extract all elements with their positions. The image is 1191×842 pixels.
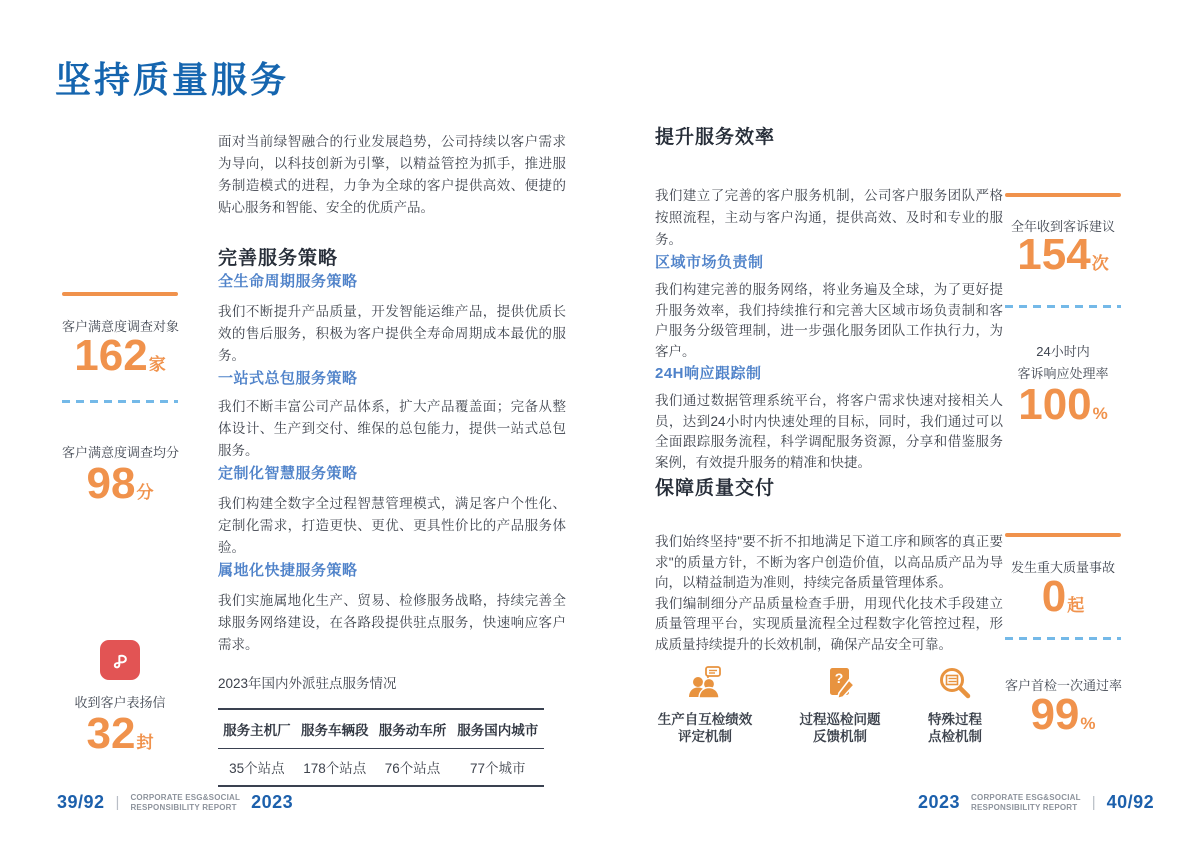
stat-label: 客诉响应处理率 bbox=[1017, 366, 1109, 381]
subheading-localized: 属地化快捷服务策略 bbox=[218, 562, 358, 579]
paragraph-localized: 我们实施属地化生产、贸易、检修服务战略，持续完善全球服务网络建设，在各路段提供驻点服务，快速响应客户需求。 bbox=[218, 593, 566, 652]
stat-value bbox=[62, 459, 178, 515]
section-heading-quality-delivery: 保障质量交付 bbox=[655, 478, 776, 499]
stat-value bbox=[62, 709, 178, 765]
mechanism-self-inspection bbox=[630, 665, 780, 745]
subheading-lifecycle: 全生命周期服务策略 bbox=[218, 273, 358, 290]
stat-label: 发生重大质量事故 bbox=[1010, 560, 1115, 575]
footer-separator: | bbox=[115, 794, 120, 811]
section-heading-efficiency: 提升服务效率 bbox=[655, 127, 776, 148]
mechanism-label-line2: 点检机制 bbox=[928, 729, 982, 744]
stat-label: 24小时内 bbox=[1036, 344, 1090, 359]
stat-value bbox=[1005, 572, 1121, 628]
service-stations-table bbox=[218, 708, 544, 787]
paragraph-quality-platform: 我们编制细分产品质量检查手册，用现代化技术手段建立质量管理平台，实现质量流程全过程数字化管控过程，形成质量持续提升的长效机制，确保产品安全可靠。 bbox=[655, 595, 1003, 652]
stat-label: 全年收到客诉建议 bbox=[1010, 219, 1115, 234]
dashed-divider bbox=[1005, 305, 1121, 308]
report-year: 2023 bbox=[918, 792, 961, 812]
stat-label: 客户满意度调查均分 bbox=[62, 445, 180, 460]
stat-number: 32 bbox=[86, 709, 136, 758]
stat-value bbox=[1005, 380, 1121, 436]
dashed-divider bbox=[1005, 637, 1121, 640]
subheading-one-stop: 一站式总包服务策略 bbox=[218, 370, 358, 387]
subheading-regional: 区域市场负责制 bbox=[655, 254, 764, 271]
report-name-line1: CORPORATE ESG&SOCIAL bbox=[130, 793, 241, 802]
stat-label: 收到客户表扬信 bbox=[74, 695, 166, 710]
footer-left bbox=[57, 792, 293, 813]
report-name bbox=[130, 793, 240, 812]
dashed-divider bbox=[62, 400, 178, 403]
stat-label: 客户首检一次通过率 bbox=[1005, 678, 1123, 693]
mechanism-label-line1: 过程巡检问题 bbox=[799, 712, 881, 727]
stat-value bbox=[1005, 690, 1121, 746]
people-discussion-icon bbox=[630, 665, 780, 705]
orange-rule bbox=[1005, 533, 1121, 537]
svg-text:?: ? bbox=[834, 670, 844, 686]
stat-label: 客户满意度调查对象 bbox=[62, 319, 180, 334]
table-header: 服务动车所 bbox=[374, 709, 452, 749]
paragraph-efficiency-intro: 我们建立了完善的客户服务机制，公司客户服务团队严格按照流程，主动与客户沟通，提供高效、及时和专业的服务。 bbox=[655, 188, 1003, 247]
mechanism-label-line2: 反馈机制 bbox=[813, 729, 867, 744]
table-cell: 77个城市 bbox=[469, 761, 526, 776]
section-heading-service-strategy: 完善服务策略 bbox=[218, 248, 339, 269]
praise-letter-icon bbox=[100, 640, 140, 680]
paragraph-one-stop: 我们不断丰富公司产品体系，扩大产品覆盖面；完备从整体设计、生产到交付、维保的总包能力，提供一站式总包服务。 bbox=[218, 399, 566, 458]
table-header-row bbox=[218, 709, 544, 749]
stat-value bbox=[62, 331, 178, 387]
report-year: 2023 bbox=[251, 792, 294, 812]
subheading-customized: 定制化智慧服务策略 bbox=[218, 465, 358, 482]
right-stats-rail bbox=[1005, 193, 1121, 753]
report-name-line2: RESPONSIBILITY REPORT bbox=[130, 802, 237, 812]
stat-unit: 起 bbox=[1067, 596, 1085, 615]
table-caption: 2023年国内外派驻点服务情况 bbox=[218, 676, 397, 691]
paragraph-regional: 我们构建完善的服务网络，将业务遍及全球，为了更好提升服务效率，我们持续推行和完善大区域市场负责制和客户服务分级管理制，进一步强化服务团队工作执行力，为客户。 bbox=[655, 282, 1003, 359]
stat-unit: % bbox=[1092, 404, 1108, 423]
table-row bbox=[218, 749, 544, 787]
table-cell: 35个站点 bbox=[229, 761, 285, 776]
stat-unit: 分 bbox=[136, 483, 154, 502]
left-stats-rail bbox=[62, 292, 178, 772]
left-main-column bbox=[218, 131, 566, 787]
right-main-column bbox=[655, 122, 1003, 745]
table-cell: 178个站点 bbox=[303, 761, 367, 776]
stat-unit: % bbox=[1080, 714, 1096, 733]
table-cell: 76个站点 bbox=[384, 761, 441, 776]
orange-rule bbox=[1005, 193, 1121, 197]
orange-rule bbox=[62, 292, 178, 296]
stat-unit: 次 bbox=[1091, 254, 1109, 273]
stat-number: 154 bbox=[1017, 230, 1091, 279]
mechanism-label-line2: 评定机制 bbox=[678, 729, 732, 744]
stat-number: 98 bbox=[86, 459, 136, 508]
paragraph-quality-policy: 我们始终坚持"要不折不扣地满足下道工序和顾客的真正要求"的质量方针，不断为客户创造价值，以高品质产品为导向，以精益制造为准则，持续完备质量管理体系。 bbox=[655, 534, 1003, 590]
table-header: 服务国内城市 bbox=[451, 709, 544, 749]
subheading-24h: 24H响应跟踪制 bbox=[655, 365, 762, 382]
table-header: 服务车辆段 bbox=[296, 709, 374, 749]
report-name-line2: RESPONSIBILITY REPORT bbox=[971, 802, 1078, 812]
quality-mechanisms-row bbox=[655, 665, 1003, 745]
stat-number: 0 bbox=[1041, 572, 1067, 621]
stat-number: 99 bbox=[1030, 690, 1080, 739]
paragraph-24h: 我们通过数据管理系统平台，将客户需求快速对接相关人员，达到24小时内快速处理的目标，同时，我们通过可以全面跟踪服务流程，科学调配服务资源，分享和借鉴服务案例，有效提升服务的精准和快捷。 bbox=[655, 393, 1003, 470]
table-header: 服务主机厂 bbox=[218, 709, 296, 749]
stat-unit: 封 bbox=[136, 733, 154, 752]
page-title: 坚持质量服务 bbox=[55, 59, 290, 100]
footer-right bbox=[918, 792, 1154, 813]
page-number: 39/92 bbox=[57, 792, 105, 812]
page-number: 40/92 bbox=[1106, 792, 1155, 812]
stat-value bbox=[1005, 230, 1121, 286]
stat-number: 162 bbox=[74, 331, 148, 380]
mechanism-label bbox=[630, 711, 780, 745]
paragraph-customized: 我们构建全数字全过程智慧管理模式，满足客户个性化、定制化需求，打造更快、更优、更具性价比的产品服务体验。 bbox=[218, 496, 566, 555]
report-name bbox=[971, 793, 1081, 812]
report-name-line1: CORPORATE ESG&SOCIAL bbox=[971, 793, 1081, 802]
mechanism-label-line1: 特殊过程 bbox=[928, 712, 982, 727]
mechanism-label-line1: 生产自互检绩效 bbox=[657, 712, 753, 727]
stat-unit: 家 bbox=[148, 355, 166, 374]
intro-paragraph: 面对当前绿智融合的行业发展趋势，公司持续以客户需求为导向，以科技创新为引擎，以精益管控为抓手，推进服务制造模式的进程，力争为全球的客户提供高效、便捷的贴心服务和智能、安全的优质产品。 bbox=[218, 134, 566, 215]
stat-number: 100 bbox=[1018, 380, 1092, 429]
footer-separator: | bbox=[1091, 794, 1096, 811]
paragraph-lifecycle: 我们不断提升产品质量，开发智能运维产品，提供优质长效的售后服务，积极为客户提供全寿命周期成本最优的服务。 bbox=[218, 304, 566, 363]
